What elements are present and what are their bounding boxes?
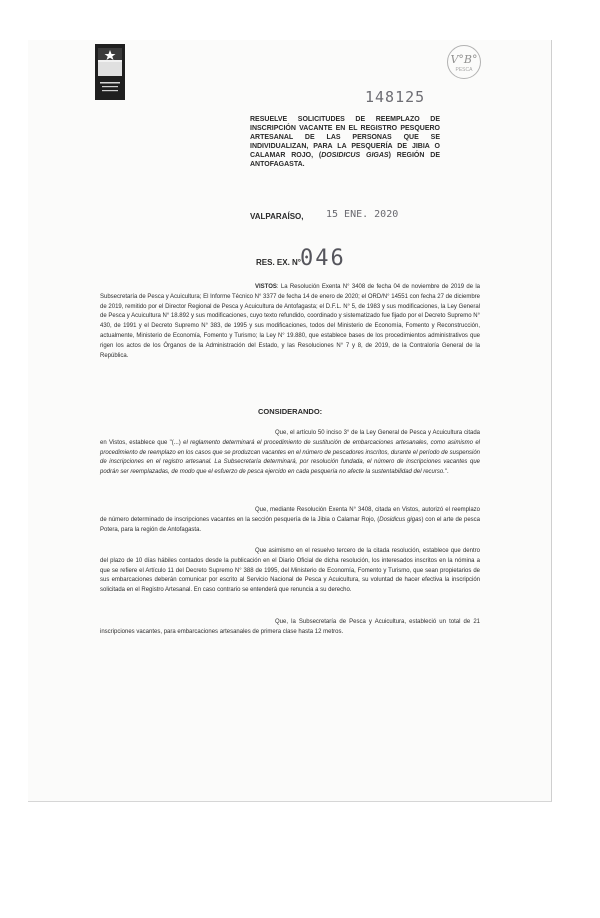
document-title [250, 115, 440, 169]
p1-quote: el reglamento determinará el procedimiento de sustitución de embarcaciones artesanales, como asimismo el procedimiento de reemplazo en los casos que se produzcan vacantes en el número de pescadores inscritos, durante el período de suspensión de inscripciones en el registro artesanal. La Subsecretaría determinará, por resolución fundada, el número de inscripciones vacantes que podrán ser reemplazadas, de modo que el esfuerzo de pesca ejercido en cada pesquería no afecte la sustentabilidad del recurso. [100, 439, 481, 476]
title-text: RESUELVE SOLICITUDES DE REEMPLAZO DE INSCRIPCIÓN VACANTE EN EL REGISTRO PESQUERO ARTESANAL DE LAS PERSONAS QUE SE INDIVIDUALIZAN, PARA LA PESQUERÍA DE JIBIA O CALAMAR ROJO, ( [250, 116, 440, 159]
res-ex-number: 046 [300, 246, 346, 271]
p2-text: Que, mediante Resolución Exenta N° 3408, citada en Vistos, autorizó el reemplazo de número determinado de inscripciones vacantes en la sección pesquería de la Jibia o Calamar Rojo, ( [100, 507, 480, 523]
considerando-paragraph-1 [100, 429, 480, 478]
stamp-text: V°B° [450, 53, 478, 66]
res-ex-label: RES. EX. N° [256, 258, 301, 267]
considerando-paragraph-2 [100, 506, 480, 535]
title-text-end: ) REGIÓN DE ANTOFAGASTA. [250, 152, 440, 168]
vistos-text: : La Resolución Exenta N° 3408 de fecha 04 de noviembre de 2019 de la Subsecretaría de Pesca y Acuicultura; El Informe Técnico N° 3377 de fecha 14 de enero de 2020; el ORD/N° 14551 con fecha 27 de diciembre de 2019, remitido por el Director Regional de Pesca y Acuicultura de Antofagasta; el D.F.L. N° 5, de 1983 y sus modificaciones, la Ley General de Pesca y Acuicultura N° 18.892 y sus modificaciones, cuyo texto refundido, coordinado y sistematizado fue fijado por el Decreto Supremo N° 430, de 1991 y el Decreto Supremo N° 383, de 1995 y sus modificaciones, todos del Ministerio de Economía, Fomento y Reconstrucción, actualmente, Ministerio de Economía, Fomento y Turismo; la Ley N° 19.880, que establece bases de los procedimientos administrativos que rigen los actos de los Órganos de la Administración del Estado, y las Resoluciones N° 7 y 8, de 2019, de la Contraloría General de la República. [100, 284, 480, 359]
vistos-label: VISTOS [255, 284, 277, 290]
considerando-heading: CONSIDERANDO: [258, 407, 323, 416]
p2-species: Dosidicus gigas [379, 516, 422, 523]
stamp-subtext: PESCA [455, 67, 473, 73]
place-label: VALPARAÍSO, [250, 212, 304, 221]
p1-text: Que, el artículo 50 inciso 3° de la Ley General de Pesca y Acuicultura citada en Vistos, establece que "(...) [100, 430, 480, 446]
date-stamp: 15 ENE. 2020 [326, 209, 399, 220]
vistos-paragraph [100, 283, 480, 361]
resolution-number: 148125 [365, 88, 426, 106]
p2-text-end: ) con el arte de pesca Potera, para la región de Antofagasta. [100, 516, 480, 533]
p1-text-end: ". [444, 469, 449, 476]
considerando-paragraph-3: Que asimismo en el resuelvo tercero de la citada resolución, establece que dentro del plazo de 10 días hábiles contados desde la publicación en el Diario Oficial de dicha resolución, los interesados inscritos en la nómina a que se refiere el Artículo 11 del Decreto Supremo N° 388 de 1995, del Ministerio de Economía, Fomento y Turismo, que sean propietarios de sus embarcaciones deberán comunicar por escrito al Servicio Nacional de Pesca y Acuicultura, su voluntad de hacer efectiva la inscripción solicitada en el Registro Artesanal. En caso contrario se entenderá que renuncia a su derecho. [100, 548, 480, 594]
crest-emblem-icon [95, 44, 125, 100]
title-species: DOSIDICUS GIGAS [321, 152, 389, 159]
considerando-paragraph-4: Que, la Subsecretaría de Pesca y Acuicultura, estableció un total de 21 inscripciones vacantes, para embarcaciones artesanales de primera clase hasta 12 metros. [100, 619, 480, 635]
government-crest-logo [95, 44, 125, 100]
approval-stamp [447, 45, 481, 79]
